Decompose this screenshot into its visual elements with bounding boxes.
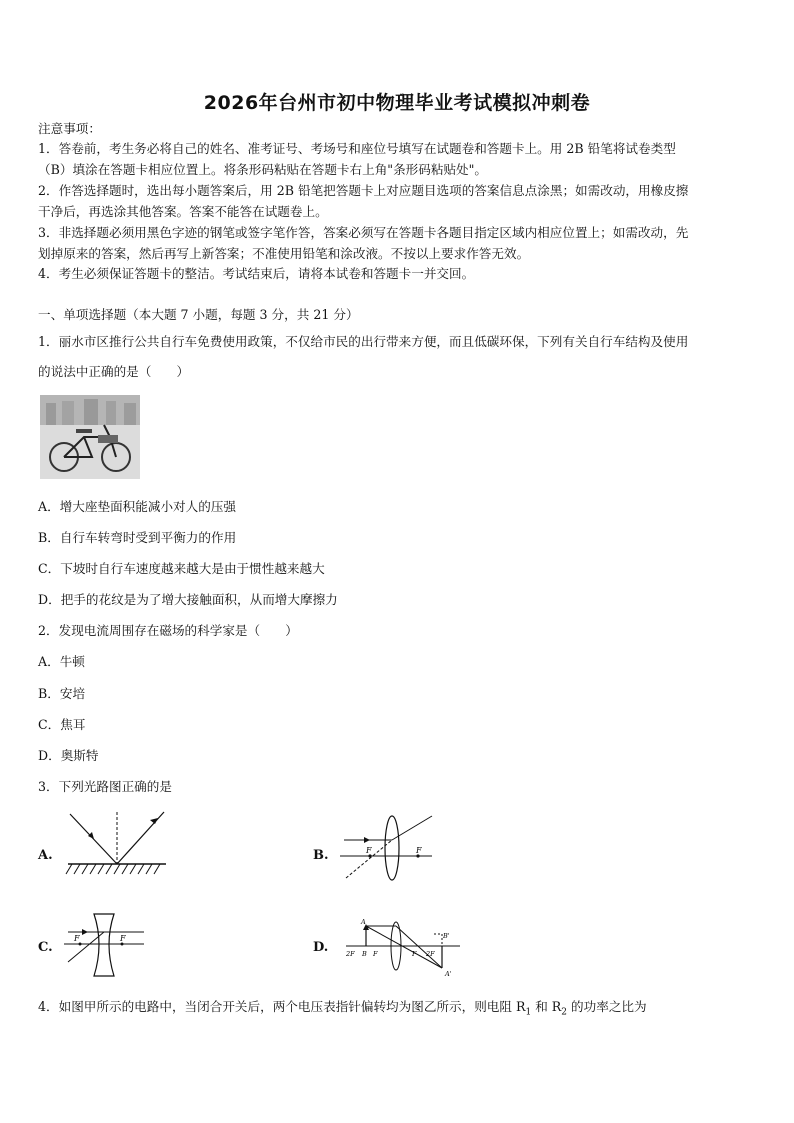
question-1-option-d: D．把手的花纹是为了增大接触面积，从而增大摩擦力 <box>38 592 338 607</box>
reflection-diagram <box>62 808 172 880</box>
focal-label: F <box>416 846 422 855</box>
question-2-option-b: B．安培 <box>38 686 86 701</box>
object-base-label: B <box>362 950 367 958</box>
question-4-text: 的功率之比为 <box>567 999 647 1014</box>
notice-item: 干净后，再选涂其他答案。答案不能答在试题卷上。 <box>38 204 328 219</box>
subscript: 2 <box>561 1007 568 1018</box>
question-4-text: 和 R <box>531 999 562 1014</box>
notice-item: 2．作答选择题时，选出每小题答案后，用 2B 铅笔把答题卡上对应题目选项的答案信息点涂黑；如需改动，用橡皮擦 <box>38 183 689 198</box>
subscript: 1 <box>525 1007 532 1018</box>
imaging-diagram <box>346 916 462 982</box>
question-1-option-b: B．自行车转弯时受到平衡力的作用 <box>38 530 237 545</box>
bicycle-photo <box>40 395 140 479</box>
question-1-stem: 1．丽水市区推行公共自行车免费使用政策，不仅给市民的出行带来方便，而且低碳环保，下列有关自行车结构及使用 <box>38 334 689 349</box>
convex-lens-diagram <box>340 812 436 884</box>
focal-label: F <box>373 950 378 958</box>
page-title: 2026年台州市初中物理毕业考试模拟冲刺卷 <box>203 92 591 114</box>
question-2-stem: 2．发现电流周围存在磁场的科学家是（ ） <box>38 623 298 638</box>
double-focal-label: 2F <box>346 950 355 958</box>
figure-a-label: A. <box>38 848 53 863</box>
question-2-option-d: D．奥斯特 <box>38 748 99 763</box>
question-3-stem: 3．下列光路图正确的是 <box>38 779 172 794</box>
section-heading: 一、单项选择题（本大题 7 小题，每题 3 分，共 21 分） <box>38 307 359 322</box>
question-2-option-c: C．焦耳 <box>38 717 86 732</box>
double-focal-label: 2F <box>426 950 435 958</box>
notice-item: 1．答卷前，考生务必将自己的姓名、准考证号、考场号和座位号填写在试题卷和答题卡上。用 2B 铅笔将试卷类型 <box>38 141 676 156</box>
notice-item: 3．非选择题必须用黑色字迹的钢笔或签字笔作答，答案必须写在答题卡各题目指定区域内相应位置上；如需改动，先 <box>38 225 689 240</box>
concave-lens-diagram <box>64 910 146 982</box>
figure-d-label: D. <box>313 940 329 955</box>
object-top-label: A <box>361 918 366 926</box>
question-1-option-a: A．增大座垫面积能减小对人的压强 <box>38 499 237 514</box>
question-2-option-a: A．牛顿 <box>38 654 85 669</box>
image-base-label: B' <box>443 932 450 940</box>
question-1-stem-cont: 的说法中正确的是（ ） <box>38 364 190 379</box>
notice-item: 划掉原来的答案，然后再写上新答案；不准使用铅笔和涂改液。不按以上要求作答无效。 <box>38 246 530 261</box>
figure-b-label: B. <box>313 848 329 863</box>
focal-label: F <box>74 934 80 943</box>
question-4-stem <box>38 997 758 1023</box>
figure-c-label: C. <box>38 940 53 955</box>
notice-item: （B）填涂在答题卡相应位置上。将条形码粘贴在答题卡右上角"条形码粘贴处"。 <box>38 162 488 177</box>
question-1-option-c: C．下坡时自行车速度越来越大是由于惯性越来越大 <box>38 561 325 576</box>
focal-label: F <box>412 950 417 958</box>
image-top-label: A' <box>445 970 452 978</box>
focal-label: F <box>120 934 126 943</box>
focal-label: F <box>366 846 372 855</box>
notice-item: 4．考生必须保证答题卡的整洁。考试结束后，请将本试卷和答题卡一并交回。 <box>38 266 475 281</box>
question-4-text: 4．如图甲所示的电路中，当闭合开关后，两个电压表指针偏转均为图乙所示，则电阻 R <box>38 999 526 1014</box>
notice-heading: 注意事项： <box>38 121 101 136</box>
